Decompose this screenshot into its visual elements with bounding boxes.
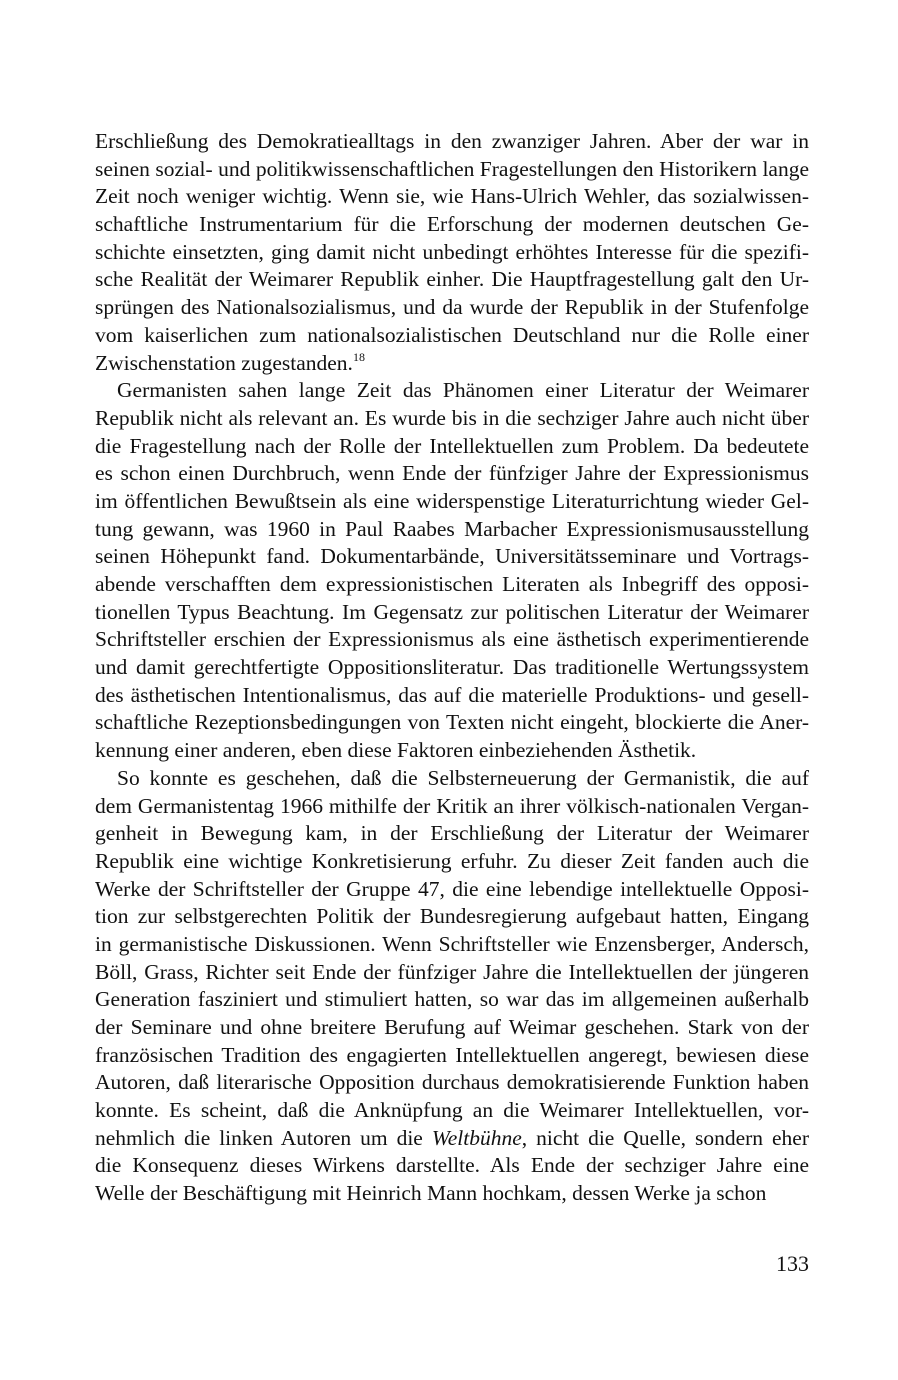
line-text: vom kaiserlichen zum nationalsozialistischen Deutschland nur die Rolle einer — [95, 322, 809, 347]
text-line — [95, 848, 809, 876]
line-text: Erschließung des Demokratiealltags in den zwanziger Jahren. Aber der war in — [95, 129, 809, 153]
line-text: die Fragestellung nach der Rolle der Intellektuellen zum Problem. Da bedeutete — [95, 433, 809, 458]
line-text: konnte. Es scheint, daß die Anknüpfung an die Weimarer Intellektuellen, vor- — [95, 1098, 809, 1123]
text-line — [95, 1069, 809, 1097]
line-text: genheit in Bewegung kam, in der Erschließung der Literatur der Weimarer — [95, 821, 809, 846]
text-line — [95, 128, 809, 156]
text-line — [95, 516, 809, 544]
text-line — [95, 571, 809, 599]
text-line — [95, 183, 809, 211]
line-text: Generation fasziniert und stimuliert hatten, so war das im allgemeinen außerhalb — [95, 987, 809, 1012]
text-line — [95, 156, 809, 184]
body-text — [95, 128, 809, 1208]
line-text: nehmlich die linken Autoren um die Weltbühne, nicht die Quelle, sondern eher — [95, 1125, 809, 1150]
text-line — [95, 986, 809, 1014]
text-line — [95, 737, 809, 765]
text-line — [95, 350, 809, 378]
line-text: Republik nicht als relevant an. Es wurde bis in die sechziger Jahre auch nicht über — [95, 405, 809, 430]
line-text: und damit gerechtfertigte Oppositionsliteratur. Das traditionelle Wertungssystem — [95, 655, 809, 680]
line-text: französischen Tradition des engagierten Intellektuellen angeregt, bewiesen diese — [95, 1042, 809, 1067]
line-text: schaftliche Rezeptionsbedingungen von Texten nicht eingeht, blockierte die Aner- — [95, 710, 809, 735]
line-text: im öffentlichen Bewußtsein als eine widerspenstige Literaturrichtung wieder Gel- — [95, 488, 809, 513]
footnote-marker[interactable]: 18 — [352, 349, 365, 364]
text-line — [95, 377, 809, 405]
line-text: die Konsequenz dieses Wirkens darstellte. Als Ende der sechziger Jahre eine — [95, 1153, 809, 1178]
line-text: des ästhetischen Intentionalismus, das auf die materielle Produktions- und gesell- — [95, 682, 809, 707]
text-line — [95, 820, 809, 848]
periodical-title: Weltbühne — [431, 1125, 522, 1150]
line-text: schaftliche Instrumentarium für die Erforschung der modernen deutschen Ge- — [95, 212, 809, 237]
line-text: tung gewann, was 1960 in Paul Raabes Marbacher Expressionismusausstellung — [95, 516, 809, 541]
text-line — [95, 765, 809, 793]
text-line — [95, 266, 809, 294]
text-line — [95, 1042, 809, 1070]
text-line — [95, 211, 809, 239]
line-text: Zeit noch weniger wichtig. Wenn sie, wie Hans-Ulrich Wehler, das sozialwissen- — [95, 184, 809, 209]
line-text: der Seminare und ohne breitere Berufung auf Weimar geschehen. Stark von der — [95, 1015, 809, 1039]
text-line — [95, 1097, 809, 1125]
text-line — [95, 488, 809, 516]
line-text: sche Realität der Weimarer Republik einher. Die Hauptfragestellung galt den Ur- — [95, 267, 809, 292]
line-text: tionellen Typus Beachtung. Im Gegensatz zur politischen Literatur der Weimarer — [95, 599, 809, 624]
text-line — [95, 1180, 809, 1208]
text-line — [95, 959, 809, 987]
text-line — [95, 239, 809, 267]
line-text: schichte einsetzten, ging damit nicht unbedingt erhöhtes Interesse für die spezifi- — [95, 239, 809, 264]
text-line — [95, 876, 809, 904]
text-line — [95, 931, 809, 959]
text-line — [95, 626, 809, 654]
paragraph — [95, 128, 809, 377]
line-text: Welle der Beschäftigung mit Heinrich Mann hochkam, dessen Werke ja schon — [95, 1181, 767, 1206]
text-line — [95, 599, 809, 627]
text-line — [95, 460, 809, 488]
text-line — [95, 1014, 809, 1042]
text-line — [95, 903, 809, 931]
line-text: seinen sozial- und politikwissenschaftlichen Fragestellungen den Historikern lange — [95, 156, 809, 181]
line-text: in germanistische Diskussionen. Wenn Schriftsteller wie Enzensberger, Andersch, — [95, 931, 809, 956]
page-number: 133 — [776, 1251, 809, 1276]
line-text: dem Germanistentag 1966 mithilfe der Kritik an ihrer völkisch-nationalen Vergan- — [95, 793, 809, 818]
line-text: Schriftsteller erschien der Expressionismus als eine ästhetisch experimentierende — [95, 627, 809, 652]
text-line — [95, 1152, 809, 1180]
line-text: Germanisten sahen lange Zeit das Phänomen einer Literatur der Weimarer — [117, 378, 809, 403]
paragraph — [95, 765, 809, 1208]
text-line — [95, 709, 809, 737]
line-text: Böll, Grass, Richter seit Ende der fünfziger Jahre die Intellektuellen der jüngeren — [95, 959, 809, 984]
text-line — [95, 654, 809, 682]
line-text: tion zur selbstgerechten Politik der Bundesregierung aufgebaut hatten, Eingang — [95, 904, 809, 929]
text-line — [95, 1125, 809, 1153]
text-line — [95, 322, 809, 350]
line-text: kennung einer anderen, eben diese Faktoren einbeziehenden Ästhetik. — [95, 738, 697, 763]
text-line — [95, 294, 809, 322]
text-line — [95, 543, 809, 571]
line-text: So konnte es geschehen, daß die Selbsterneuerung der Germanistik, die auf — [117, 765, 809, 790]
line-text: sprüngen des Nationalsozialismus, und da wurde der Republik in der Stufenfolge — [95, 295, 809, 320]
paragraph — [95, 377, 809, 765]
line-text: Autoren, daß literarische Opposition durchaus demokratisierende Funktion haben — [95, 1070, 809, 1095]
line-text: Republik eine wichtige Konkretisierung erfuhr. Zu dieser Zeit fanden auch die — [95, 848, 809, 873]
line-text: abende verschafften dem expressionistischen Literaten als Inbegriff des opposi- — [95, 572, 809, 596]
text-line — [95, 405, 809, 433]
text-line — [95, 433, 809, 461]
line-text: Werke der Schriftsteller der Gruppe 47, die eine lebendige intellektuelle Opposi- — [95, 876, 809, 901]
line-text: es schon einen Durchbruch, wenn Ende der fünfziger Jahre der Expressionismus — [95, 461, 809, 486]
line-text: Zwischenstation zugestanden. — [95, 350, 353, 375]
text-line — [95, 682, 809, 710]
line-text: seinen Höhepunkt fand. Dokumentarbände, Universitätsseminare und Vortrags- — [95, 544, 809, 569]
text-line — [95, 793, 809, 821]
